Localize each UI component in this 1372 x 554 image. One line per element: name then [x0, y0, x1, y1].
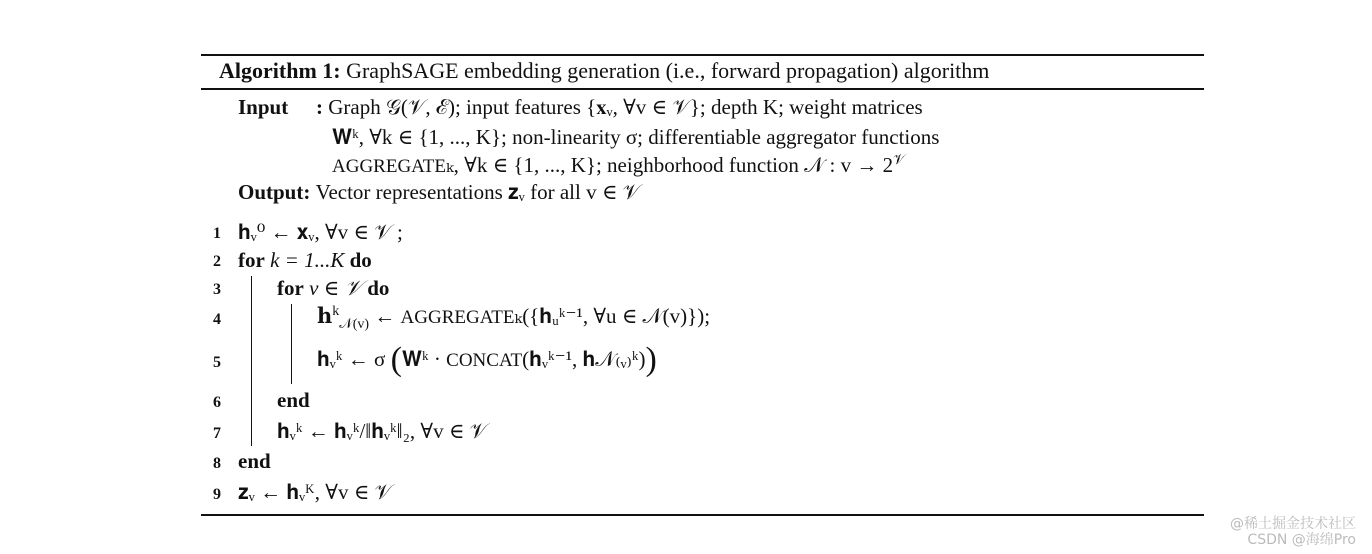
step-9: 𝐳ᵥ ← 𝐡ᵥᴷ, ∀v ∈ 𝒱 — [238, 480, 393, 504]
input-text-3: ₖ, ∀k ∈ {1, ..., K}; neighborhood function 𝒩 : v → 2 — [446, 153, 894, 177]
top-rule — [201, 54, 1204, 56]
caption-rule — [201, 88, 1204, 90]
step-6: end — [277, 388, 310, 412]
line-number-9: 9 — [213, 486, 221, 503]
aggregate-text: AGGREGATE — [400, 307, 515, 328]
inner-loop-bar — [291, 304, 292, 384]
do-keyword: do — [367, 276, 390, 300]
line-number-3: 3 — [213, 281, 221, 298]
concat-text: CONCAT — [446, 350, 523, 371]
line-number-5: 5 — [213, 354, 221, 371]
line-number-1: 1 — [213, 225, 221, 242]
output-label: Output — [238, 180, 304, 204]
step-2 — [238, 247, 372, 273]
watermark — [1230, 516, 1356, 548]
input-line-3 — [332, 152, 905, 180]
outer-loop-bar — [251, 276, 252, 446]
watermark-line-1: @稀土掘金技术社区 — [1230, 516, 1356, 532]
step-5: 𝐡ᵥᵏ ← σ (𝐖ᵏ · CONCAT(𝐡ᵥᵏ⁻¹, 𝐡𝒩₍ᵥ₎ᵏ)) — [317, 341, 657, 378]
input-text-1: Graph 𝒢(𝒱, ℰ); input features {𝐱ᵥ, ∀v ∈ 𝒱}; depth K; weight matrices — [328, 95, 923, 119]
step-4: 𝐡$^k_{𝒩(v)}$ ← AGGREGATEₖ({𝐡ᵤᵏ⁻¹, ∀u ∈ 𝒩(v)}); — [317, 304, 711, 333]
for-keyword: for — [277, 276, 304, 300]
for-keyword: for — [238, 248, 265, 272]
step-7: 𝐡ᵥᵏ ← 𝐡ᵥᵏ/‖𝐡ᵥᵏ‖₂, ∀v ∈ 𝒱 — [277, 419, 488, 443]
loop-range: k = 1...K — [264, 248, 350, 272]
algorithm-block — [201, 54, 1204, 516]
output-line: Output: Vector representations 𝐳ᵥ for all v ∈ 𝒱 — [238, 180, 641, 204]
line-number-2: 2 — [213, 253, 221, 270]
step-1: 𝐡ᵥ⁰ ← 𝐱ᵥ, ∀v ∈ 𝒱 ; — [238, 220, 403, 244]
line-number-7: 7 — [213, 425, 221, 442]
bottom-rule — [201, 514, 1204, 516]
do-keyword: do — [349, 248, 372, 272]
line-number-4: 4 — [213, 311, 221, 328]
loop-range: v ∈ 𝒱 — [303, 276, 368, 300]
step-3 — [277, 275, 389, 301]
input-line-1: Input : Graph 𝒢(𝒱, ℰ); input features {𝐱ᵥ, ∀v ∈ 𝒱}; depth K; weight matrices — [238, 95, 923, 119]
watermark-line-2: CSDN @海绵Pro — [1247, 532, 1356, 548]
step-8: end — [238, 449, 271, 473]
algorithm-caption — [219, 58, 989, 84]
input-line-2: 𝐖ᵏ, ∀k ∈ {1, ..., K}; non-linearity σ; differentiable aggregator functions — [332, 125, 940, 149]
input-label: Input — [238, 95, 289, 119]
algorithm-title: GraphSAGE embedding generation (i.e., forward propagation) algorithm — [346, 58, 990, 83]
line-number-6: 6 — [213, 394, 221, 411]
algorithm-label: Algorithm 1: — [219, 58, 341, 83]
power-set-sup: 𝒱 — [893, 153, 905, 168]
line-number-8: 8 — [213, 455, 221, 472]
aggregate-text: AGGREGATE — [332, 156, 446, 177]
output-text: Vector representations 𝐳ᵥ for all v ∈ 𝒱 — [315, 180, 641, 204]
